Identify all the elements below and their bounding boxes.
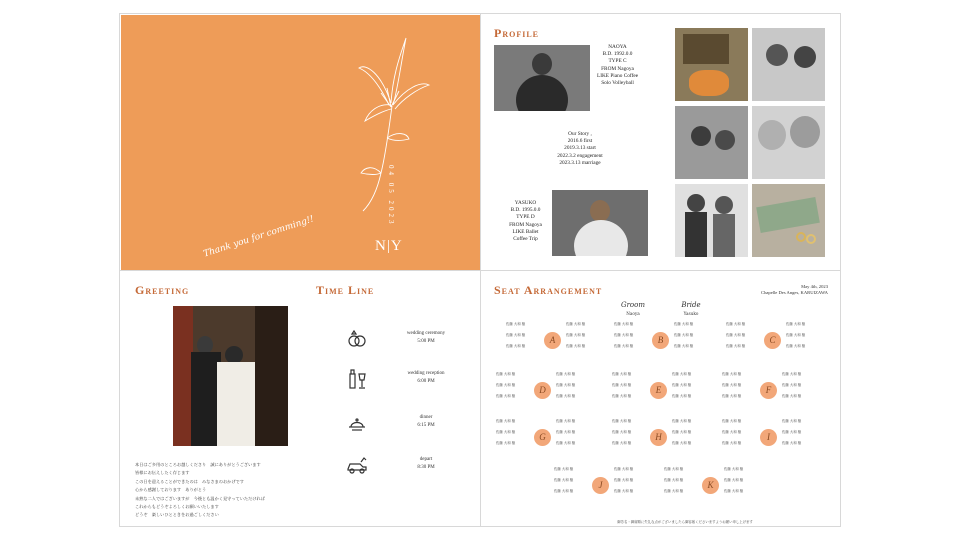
center-fold-horizontal [120,270,840,271]
timeline-event-depart [396,456,456,471]
event-name: dinner [419,415,433,420]
greeting-message [135,461,285,520]
guest-name: 佐藤 大和 様 [566,322,586,326]
guest-name: 佐藤 大和 様 [556,441,576,445]
guest-name: 佐藤 大和 様 [672,372,692,376]
guest-name: 佐藤 大和 様 [726,344,746,348]
greeting-couple-photo [173,306,288,446]
guest-name: 佐藤 大和 様 [506,333,526,337]
groom-seat-name: Naoya [626,311,640,316]
guest-name: 佐藤 大和 様 [726,322,746,326]
greeting-line-4: 心から感謝しております ありがとう [135,487,207,493]
guest-name: 佐藤 大和 様 [556,419,576,423]
bride-photo [552,190,648,256]
guest-name: 佐藤 大和 様 [722,394,742,398]
guest-name: 佐藤 大和 様 [614,322,634,326]
our-story [545,131,615,167]
bride-seat-name: Yasuko [683,311,699,316]
greeting-title: Greeting [135,283,190,297]
bride-profile [498,200,553,243]
seat-table-d: D [534,382,551,399]
cover-thanks-message: Thank you for comming!! [202,214,316,260]
greeting-line-2: 皆様にお伝えしたく存じます [135,470,190,476]
guest-name: 佐藤 大和 様 [614,333,634,337]
timeline-event-reception [396,370,456,385]
guest-name: 佐藤 大和 様 [614,478,634,482]
bride-birthday: B.D. 1995.0.0 [510,207,541,214]
guest-name: 佐藤 大和 様 [496,419,516,423]
guest-name: 佐藤 大和 様 [786,322,806,326]
bride-bloodtype: TYPE D [516,214,535,221]
guest-name: 佐藤 大和 様 [782,372,802,376]
event-time: 8:30 PM [417,464,435,470]
groom-photo [494,45,590,111]
guest-name: 佐藤 大和 様 [722,383,742,387]
seating-footer-note: 御芳名・御席順に失礼な点がございましたら御容赦くださいますようお願い申し上げます [617,520,753,524]
timeline-title: Time Line [316,283,375,297]
guest-name: 佐藤 大和 様 [556,394,576,398]
head-table-groom [618,301,648,316]
guest-name: 佐藤 大和 様 [612,419,632,423]
seat-table-c: C [764,332,781,349]
greeting-line-1: 本日はご多用のところお越しくださり 誠にありがとうございます [135,462,261,467]
guest-name: 佐藤 大和 様 [566,344,586,348]
guest-name: 佐藤 大和 様 [786,344,806,348]
greeting-line-3: この日を迎えることができたのは みなさまのおかげです [135,478,244,484]
rings-photo [752,184,825,257]
groom-profile [590,44,645,87]
guest-name: 佐藤 大和 様 [556,383,576,387]
guest-name: 佐藤 大和 様 [664,467,684,471]
event-time: 5:00 PM [417,338,435,344]
event-name: wedding ceremony [406,331,446,336]
timeline-event-ceremony [396,330,456,345]
seat-table-e: E [650,382,667,399]
couple-library-photo [675,106,748,179]
story-heading: Our Story , [568,131,592,137]
guest-name: 佐藤 大和 様 [566,333,586,337]
groom-hometown: FROM Nagoya [601,65,634,72]
couple-cafe-photo [752,28,825,101]
guest-name: 佐藤 大和 様 [782,441,802,445]
seat-table-f: F [760,382,777,399]
guest-name: 佐藤 大和 様 [554,467,574,471]
seat-table-b: B [652,332,669,349]
guest-name: 佐藤 大和 様 [782,430,802,434]
guest-name: 佐藤 大和 様 [496,383,516,387]
seating-title: Seat Arrangement [494,283,603,297]
groom-label: Groom [620,301,645,309]
groom-bloodtype: TYPE C [608,58,627,65]
groom-birthday: B.D. 1992.0.0 [602,51,633,58]
guest-name: 佐藤 大和 様 [672,430,692,434]
event-time: 6:15 PM [417,422,435,428]
guest-name: 佐藤 大和 様 [672,419,692,423]
guest-name: 佐藤 大和 様 [724,489,744,493]
guest-name: 佐藤 大和 様 [614,344,634,348]
event-time: 6:00 PM [417,378,435,384]
wine-toast-icon [346,368,368,390]
seat-table-a: A [544,332,561,349]
timeline-event-dinner [396,414,456,429]
bride-hometown: FROM Nagoya [509,221,542,228]
guest-name: 佐藤 大和 様 [506,322,526,326]
seat-table-g: G [534,429,551,446]
bride-likes-2: Coffee Trip [513,236,538,243]
guest-name: 佐藤 大和 様 [724,467,744,471]
guest-name: 佐藤 大和 様 [614,467,634,471]
story-start: 2019.3.13 start [564,145,596,152]
guest-name: 佐藤 大和 様 [614,489,634,493]
story-engagement: 2022.3.2 engagement [557,152,603,159]
event-name: depart [419,457,433,462]
guest-name: 佐藤 大和 様 [556,372,576,376]
guest-name: 佐藤 大和 様 [496,372,516,376]
guest-name: 佐藤 大和 様 [726,333,746,337]
greeting-line-5: 未熟な二人ではございますが 今後とも温かく見守っていただければ [135,495,265,501]
seating-venue: Chapelle Des Anges, KARUIZAWA [761,290,828,295]
bride-name: YASUKO [514,200,537,206]
cover-panel [121,15,480,270]
bride-label: Bride [681,301,701,309]
guest-name: 佐藤 大和 様 [506,344,526,348]
story-first: 2016.6 first [567,138,593,145]
guest-name: 佐藤 大和 様 [496,441,516,445]
seating-header [720,284,828,296]
guest-name: 佐藤 大和 様 [672,441,692,445]
groom-name: NAOYA [608,44,627,50]
guest-name: 佐藤 大和 様 [782,419,802,423]
guest-name: 佐藤 大和 様 [612,441,632,445]
groom-likes: LIKE Piano Coffee [596,72,639,79]
program-sheet [119,13,841,527]
cover-date: 04 05 2023 [387,165,395,227]
guest-name: 佐藤 大和 様 [554,478,574,482]
bride-likes: LIKE Ballet [512,228,539,235]
story-marriage: 2023.3.13 marriage [559,159,601,166]
seat-table-i: I [760,429,777,446]
guest-name: 佐藤 大和 様 [786,333,806,337]
guest-name: 佐藤 大和 様 [782,394,802,398]
guest-name: 佐藤 大和 様 [554,489,574,493]
guest-name: 佐藤 大和 様 [722,430,742,434]
couple-standing-photo [675,184,748,257]
groom-likes-2: Solo Volleyball [601,80,634,87]
seating-date: May 4th, 2023 [801,284,828,289]
event-name: wedding reception [407,371,445,376]
guest-name: 佐藤 大和 様 [612,383,632,387]
guest-name: 佐藤 大和 様 [674,322,694,326]
welcome-board-photo [675,28,748,101]
guest-name: 佐藤 大和 様 [674,344,694,348]
guest-name: 佐藤 大和 様 [496,394,516,398]
seat-table-j: J [592,477,609,494]
greeting-line-7: どうぞ 楽しいひとときをお過ごしください [135,512,219,518]
guest-name: 佐藤 大和 様 [722,372,742,376]
guest-name: 佐藤 大和 様 [496,430,516,434]
profile-title: Profile [494,26,540,40]
cover-monogram: N|Y [375,238,403,254]
seat-table-h: H [650,429,667,446]
guest-name: 佐藤 大和 様 [672,383,692,387]
guest-name: 佐藤 大和 様 [672,394,692,398]
guest-name: 佐藤 大和 様 [556,430,576,434]
couple-selfie-photo [752,106,825,179]
dinner-cloche-icon [346,412,368,434]
greeting-line-6: これからもどうぞよろしくお願いいたします [135,504,219,510]
guest-name: 佐藤 大和 様 [782,383,802,387]
guest-name: 佐藤 大和 様 [612,394,632,398]
guest-name: 佐藤 大和 様 [722,441,742,445]
guest-name: 佐藤 大和 様 [674,333,694,337]
guest-name: 佐藤 大和 様 [664,489,684,493]
car-icon [346,454,368,476]
guest-name: 佐藤 大和 様 [612,372,632,376]
guest-name: 佐藤 大和 様 [722,419,742,423]
seat-table-k: K [702,477,719,494]
head-table-bride [676,301,706,316]
guest-name: 佐藤 大和 様 [724,478,744,482]
guest-name: 佐藤 大和 様 [612,430,632,434]
rings-icon [346,328,368,350]
guest-name: 佐藤 大和 様 [664,478,684,482]
